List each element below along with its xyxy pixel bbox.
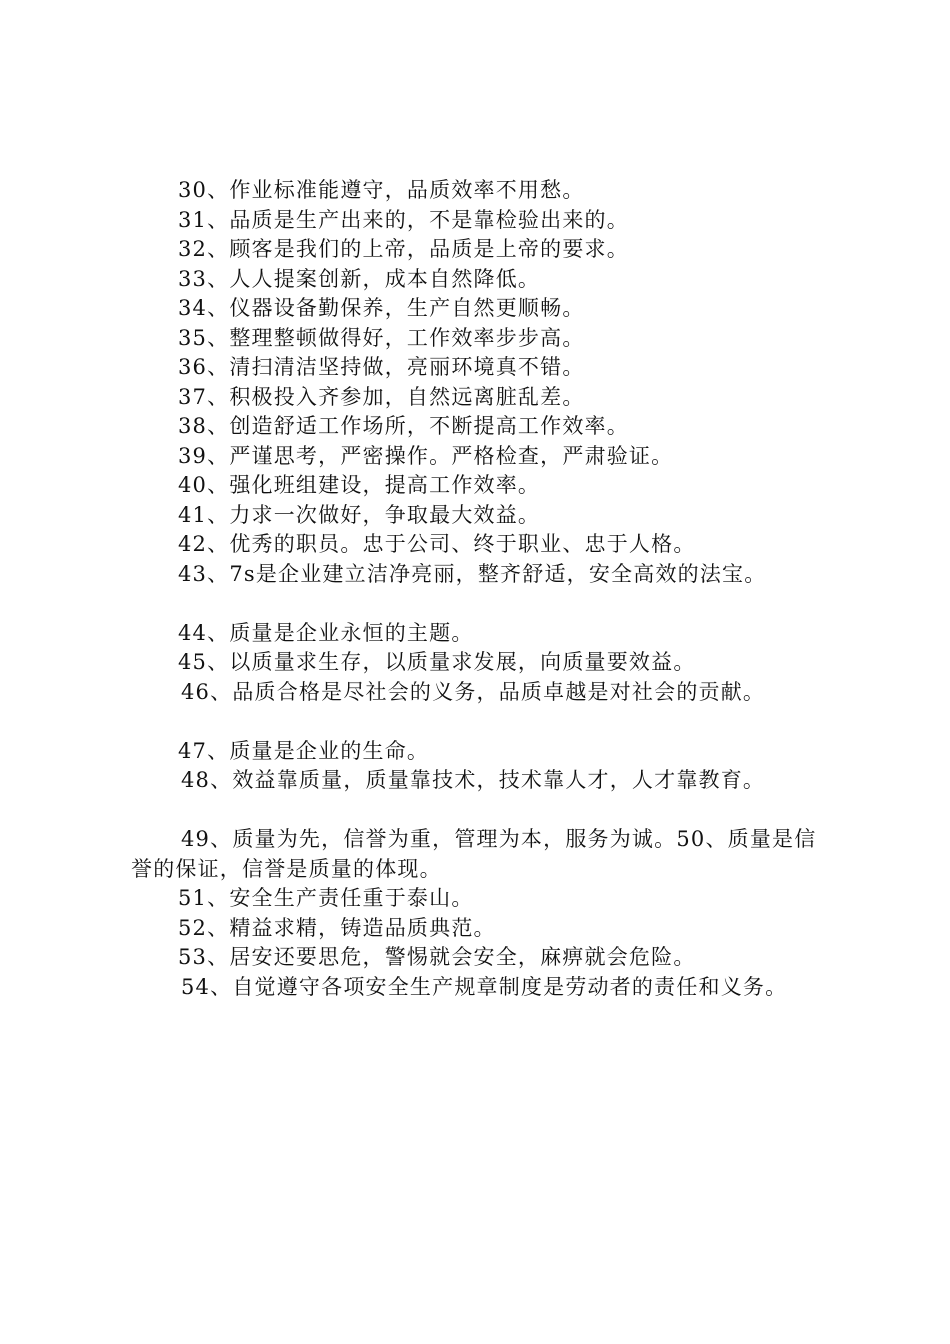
slogan-list	[131, 176, 851, 1002]
list-item: 34、仪器设备勤保养，生产自然更顺畅。	[178, 296, 585, 320]
list-item: 35、整理整顿做得好，工作效率步步高。	[178, 325, 585, 350]
list-item: 45、以质量求生存，以质量求发展，向质量要效益。	[178, 650, 696, 674]
list-item: 33、人人提案创新，成本自然降低。	[178, 266, 541, 291]
list-item: 44、质量是企业永恒的主题。	[178, 620, 474, 645]
list-item: 36、清扫清洁坚持做，亮丽环境真不错。	[178, 355, 585, 379]
spacer	[131, 707, 851, 737]
list-item: 47、质量是企业的生命。	[178, 738, 430, 763]
list-item: 42、优秀的职员。忠于公司、终于职业、忠于人格。	[178, 532, 696, 556]
list-item: 49、质量为先，信誉为重，管理为本，服务为诚。50、质量是信誉的保证，信誉是质量的体现。	[131, 827, 817, 881]
list-item: 54、自觉遵守各项安全生产规章制度是劳动者的责任和义务。	[181, 974, 788, 999]
list-item: 46、品质合格是尽社会的义务，品质卓越是对社会的贡献。	[181, 679, 766, 704]
list-item: 32、顾客是我们的上帝，品质是上帝的要求。	[178, 237, 629, 261]
list-item: 41、力求一次做好，争取最大效益。	[178, 502, 541, 527]
list-item: 30、作业标准能遵守，品质效率不用愁。	[178, 178, 585, 202]
list-item: 48、效益靠质量，质量靠技术，技术靠人才，人才靠教育。	[181, 768, 766, 792]
list-item: 37、积极投入齐参加，自然远离脏乱差。	[178, 384, 585, 409]
list-item: 39、严谨思考，严密操作。严格检查，严肃验证。	[178, 443, 674, 468]
list-item: 53、居安还要思危，警惕就会安全，麻痹就会危险。	[178, 945, 696, 969]
list-item: 52、精益求精，铸造品质典范。	[178, 915, 496, 940]
spacer	[131, 796, 851, 826]
list-item: 51、安全生产责任重于泰山。	[178, 886, 474, 910]
list-item: 31、品质是生产出来的，不是靠检验出来的。	[178, 207, 629, 232]
list-item: 40、强化班组建设，提高工作效率。	[178, 473, 541, 497]
list-item: 43、7s是企业建立洁净亮丽，整齐舒适，安全高效的法宝。	[178, 561, 767, 586]
list-item: 38、创造舒适工作场所，不断提高工作效率。	[178, 414, 629, 438]
spacer	[131, 589, 851, 619]
